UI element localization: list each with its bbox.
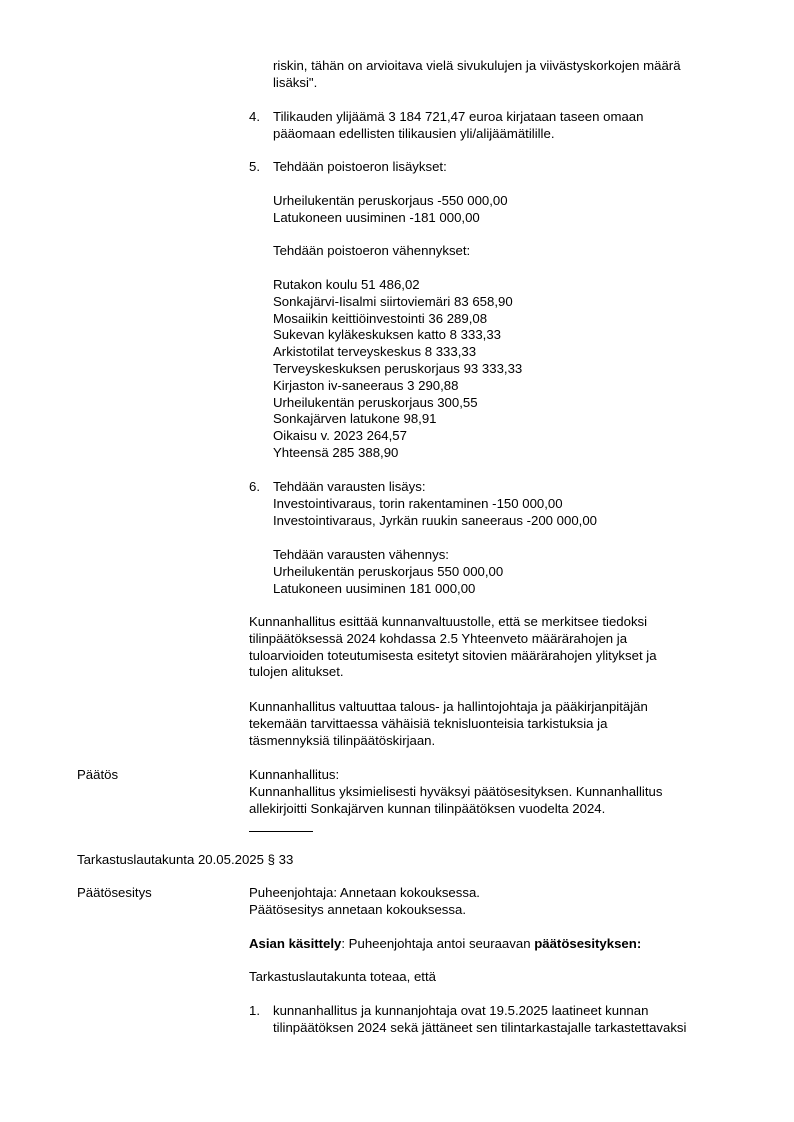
proposal-label: Päätösesitys [77, 885, 152, 900]
text-line: Yhteensä 285 388,90 [273, 444, 399, 460]
text-line: Rutakon koulu 51 486,02 [273, 277, 420, 292]
section-heading: Tarkastuslautakunta 20.05.2025 § 33 [77, 852, 294, 867]
text-line: Puheenjohtaja: Annetaan kokouksessa. [249, 885, 480, 900]
decision-label: Päätös [77, 767, 119, 782]
toteaa-line: Tarkastuslautakunta toteaa, että [249, 969, 436, 984]
list-item-5 [273, 159, 447, 176]
text-line: Sukevan kyläkeskuksen katto 8 333,33 [273, 327, 501, 343]
text-line: Latukoneen uusiminen 181 000,00 [273, 580, 476, 596]
list-item-4 [273, 109, 643, 143]
list-number: 1. [249, 1003, 260, 1018]
paragraph-council-proposal [249, 614, 739, 681]
text-line: Sonkajärven latukone 98,91 [273, 411, 437, 427]
text-line: Päätösesitys annetaan kokouksessa. [249, 901, 466, 917]
handling-label: Asian käsittely [249, 936, 342, 951]
proposal-word: päätösesityksen: [534, 936, 642, 951]
depreciation-additions [273, 193, 508, 227]
text-line: kunnanhallitus ja kunnanjohtaja ovat 19.5.2025 laatineet kunnan [273, 1003, 649, 1018]
text-line: allekirjoitti Sonkajärven kunnan tilinpäätöksen vuodelta 2024. [249, 800, 606, 816]
text-line: Tilikauden ylijäämä 3 184 721,47 euroa kirjataan taseen omaan [273, 109, 644, 124]
text-line: Urheilukentän peruskorjaus 550 000,00 [273, 563, 504, 579]
text-line: Kunnanhallitus: [249, 767, 340, 782]
list-number: 4. [249, 109, 260, 124]
text-line: Urheilukentän peruskorjaus -550 000,00 [273, 193, 508, 208]
text-line: Tehdään varausten lisäys: [273, 479, 426, 494]
list-number: 6. [249, 479, 260, 494]
text-line: Sonkajärvi-Iisalmi siirtoviemäri 83 658,90 [273, 293, 513, 309]
handling-line [249, 936, 739, 953]
text-line: Tehdään varausten vähennys: [273, 547, 449, 562]
depreciation-reductions-heading: Tehdään poistoeron vähennykset: [273, 243, 471, 258]
text-line: Oikaisu v. 2023 264,57 [273, 428, 407, 444]
text-line: riskin, tähän on arvioitava vielä sivukulujen ja viivästyskorkojen määrä [273, 58, 681, 73]
reserve-reductions [273, 547, 503, 597]
text-line: Kunnanhallitus esittää kunnanvaltuustolle, että se merkitsee tiedoksi [249, 614, 648, 629]
list-number: 5. [249, 159, 260, 174]
text-line: tilinpäätöksen 2024 sekä jättäneet sen tilintarkastajalle tarkastettavaksi [273, 1019, 687, 1035]
list-item-6 [273, 479, 597, 529]
decision-text [249, 767, 739, 817]
text-line: Arkistotilat terveyskeskus 8 333,33 [273, 344, 477, 360]
text-line: Investointivaraus, Jyrkän ruukin saneeraus -200 000,00 [273, 512, 598, 528]
text-line: lisäksi". [273, 74, 318, 90]
handling-text: : Puheenjohtaja antoi seuraavan [341, 936, 535, 951]
text-line: täsmennyksiä tilinpäätöskirjaan. [249, 732, 436, 748]
depreciation-reductions [273, 277, 522, 462]
text-line: Investointivaraus, torin rakentaminen -150 000,00 [273, 495, 563, 511]
text-line: Mosaiikin keittiöinvestointi 36 289,08 [273, 310, 488, 326]
text-line: Terveyskeskuksen peruskorjaus 93 333,33 [273, 360, 523, 376]
text-line: Kunnanhallitus valtuuttaa talous- ja hallintojohtaja ja pääkirjanpitäjän [249, 699, 648, 714]
text-line: tekemään tarvittaessa vähäisiä teknisluonteisia tarkistuksia ja [249, 715, 608, 731]
text-line: tulojen alitukset. [249, 664, 344, 680]
continuation-text [273, 58, 681, 92]
text-line: Kunnanhallitus yksimielisesti hyväksyi päätösesityksen. Kunnanhallitus [249, 783, 663, 799]
text-line: pääomaan edellisten tilikausien yli/alijäämätilille. [273, 125, 555, 141]
text-line: Tehdään poistoeron lisäykset: [273, 159, 447, 174]
text-line: tilinpäätöksessä 2024 kohdassa 2.5 Yhteenveto määrärahojen ja [249, 630, 628, 646]
text-line: Kirjaston iv-saneeraus 3 290,88 [273, 377, 459, 393]
paragraph-authorization [249, 699, 739, 749]
text-line: tuloarvioiden toteutumisesta esitetyt sitovien määrärahojen ylitykset ja [249, 647, 657, 663]
proposal-text [249, 885, 739, 919]
text-line: Urheilukentän peruskorjaus 300,55 [273, 394, 478, 410]
text-line: Latukoneen uusiminen -181 000,00 [273, 209, 480, 225]
list-item-1 [273, 1003, 743, 1037]
divider [249, 831, 313, 832]
